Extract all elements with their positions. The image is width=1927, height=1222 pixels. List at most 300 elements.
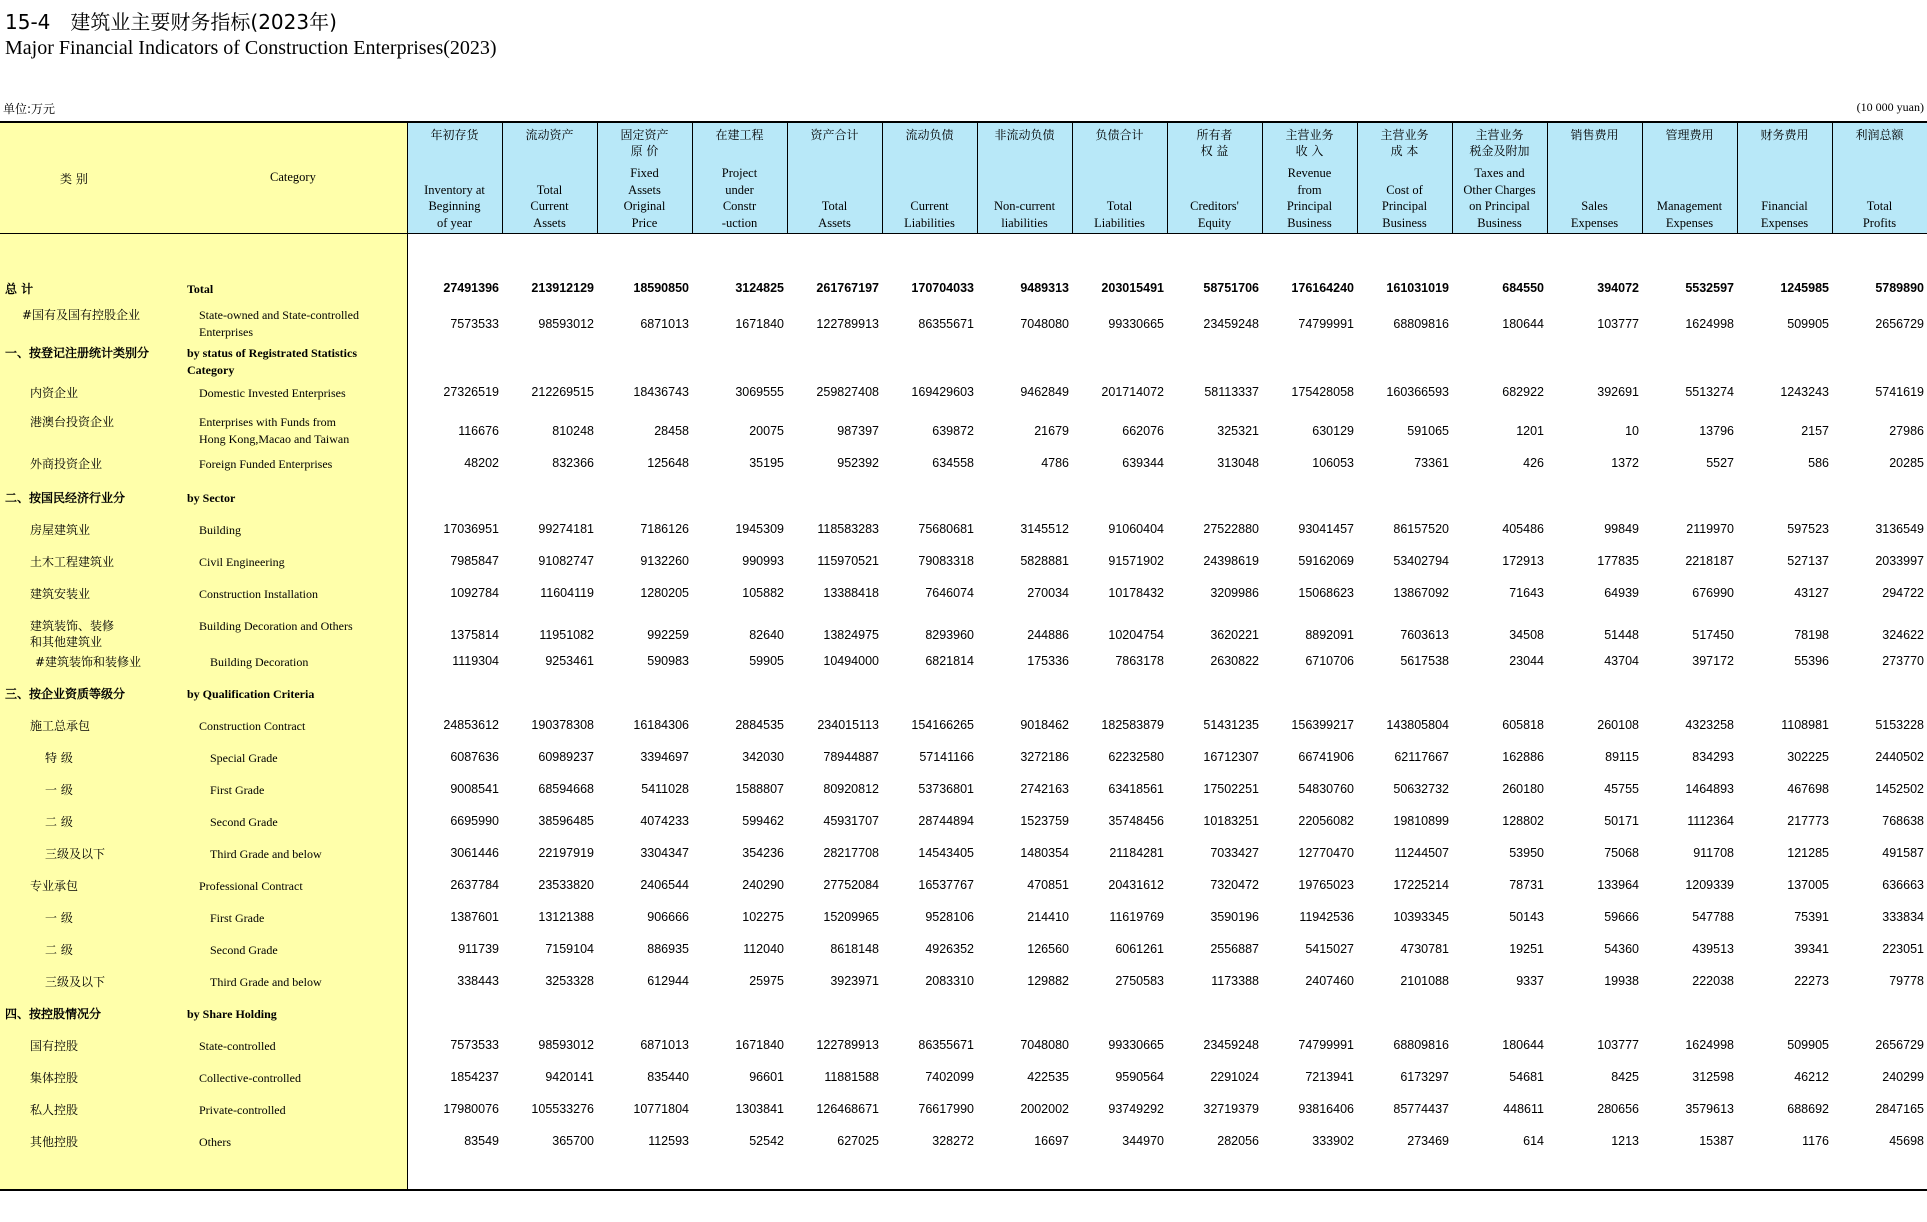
table-cell: 118583283 [817,522,879,536]
table-cell: 5532597 [1685,281,1734,295]
column-header-en: Current Liabilities [904,199,955,230]
table-cell: 6871013 [640,1038,689,1052]
table-cell: 27522880 [1203,522,1259,536]
table-cell: 16537767 [918,878,974,892]
table-cell: 99849 [1604,522,1639,536]
table-cell: 137005 [1787,878,1829,892]
table-cell: 20285 [1889,456,1924,470]
column-header-en: Management Expenses [1656,199,1723,230]
table-cell: 17980076 [443,1102,499,1116]
row-label-cn: 三、按企业资质等级分 [5,687,126,701]
table-cell: 10771804 [633,1102,689,1116]
table-cell: 79778 [1889,974,1924,988]
row-label-cn: 港澳台投资企业 [30,415,115,429]
table-cell: 214410 [1027,910,1069,924]
row-label-cn: 房屋建筑业 [30,523,91,537]
table-cell: 2101088 [1400,974,1449,988]
table-cell: 9489313 [1020,281,1069,295]
table-cell: 34508 [1509,628,1544,642]
table-cell: 9253461 [545,654,594,668]
table-cell: 273469 [1407,1134,1449,1148]
table-bottom-rule [0,1189,1927,1191]
table-cell: 169429603 [911,385,974,399]
column-header [407,123,502,233]
table-cell: 15209965 [823,910,879,924]
table-cell: 6710706 [1305,654,1354,668]
table-cell: 2291024 [1210,1070,1259,1084]
row-label-cn: 土木工程建筑业 [30,555,115,569]
row-label-cn: 专业承包 [30,879,79,893]
table-cell: 18436743 [633,385,689,399]
column-header-cn: 财务费用 [1760,128,1809,142]
column-header-cn: 资产合计 [810,128,859,142]
column-header [1072,123,1167,233]
table-cell: 6173297 [1400,1070,1449,1084]
column-header-cn: 流动资产 [525,128,574,142]
table-cell: 365700 [552,1134,594,1148]
table-cell: 82640 [749,628,784,642]
table-cell: 7048080 [1020,1038,1069,1052]
table-cell: 121285 [1787,846,1829,860]
table-cell: 78198 [1794,628,1829,642]
column-header-cn: 利润总额 [1855,128,1904,142]
table-cell: 98593012 [538,317,594,331]
table-cell: 203015491 [1101,281,1164,295]
table-cell: 9528106 [925,910,974,924]
table-cell: 4926352 [925,942,974,956]
table-cell: 10178432 [1108,586,1164,600]
table-cell: 79083318 [918,554,974,568]
table-cell: 58751706 [1203,281,1259,295]
table-cell: 19251 [1509,942,1544,956]
table-cell: 8293960 [925,628,974,642]
row-label-en: Building Decoration and Others [199,619,353,633]
table-cell: 39341 [1794,942,1829,956]
category-header-cn: 类 别 [60,172,88,186]
column-header-cn: 主营业务 成 本 [1380,128,1429,158]
table-cell: 223051 [1882,942,1924,956]
table-cell: 21679 [1034,424,1069,438]
table-cell: 11881588 [824,1070,879,1084]
table-cell: 6061261 [1115,942,1164,956]
table-cell: 45755 [1604,782,1639,796]
table-cell: 190378308 [531,718,594,732]
table-cell: 2656729 [1875,317,1924,331]
table-cell: 240290 [742,878,784,892]
table-cell: 3272186 [1020,750,1069,764]
table-cell: 122789913 [816,317,879,331]
table-cell: 1213 [1611,1134,1639,1148]
table-cell: 46212 [1794,1070,1829,1084]
table-cell: 14543405 [918,846,974,860]
column-header-en: Total Assets [818,199,851,230]
table-cell: 62232580 [1108,750,1164,764]
column-header-cn: 销售费用 [1570,128,1619,142]
column-header-en: Total Liabilities [1094,199,1145,230]
table-cell: 240299 [1882,1070,1924,1084]
table-cell: 906666 [647,910,689,924]
table-cell: 2750583 [1115,974,1164,988]
table-cell: 15387 [1699,1134,1734,1148]
table-cell: 160366593 [1386,385,1449,399]
table-cell: 636663 [1882,878,1924,892]
table-cell: 91082747 [538,554,594,568]
table-cell: 13824975 [823,628,879,642]
table-cell: 1173388 [1211,974,1259,988]
table-cell: 639872 [932,424,974,438]
table-cell: 2407460 [1305,974,1354,988]
table-cell: 25975 [749,974,784,988]
row-label-en: State-controlled [199,1039,276,1053]
column-header [1547,123,1642,233]
table-cell: 2630822 [1210,654,1259,668]
table-cell: 312598 [1692,1070,1734,1084]
column-header [1737,123,1832,233]
table-cell: 75068 [1604,846,1639,860]
table-cell: 1854237 [450,1070,499,1084]
table-cell: 13121388 [538,910,594,924]
table-cell: 282056 [1217,1134,1259,1148]
table-cell: 212269515 [531,385,594,399]
table-cell: 161031019 [1386,281,1449,295]
table-cell: 83549 [464,1134,499,1148]
table-cell: 23459248 [1203,1038,1259,1052]
table-cell: 116676 [458,424,499,438]
page-title-cn: 15-4 建筑业主要财务指标(2023年) [5,10,337,34]
table-cell: 162886 [1502,750,1544,764]
table-cell: 68594668 [538,782,594,796]
table-cell: 426 [1523,456,1544,470]
table-cell: 43704 [1604,654,1639,668]
row-label-en: by status of Registrated Statistics Category [187,346,357,377]
table-cell: 52542 [749,1134,784,1148]
table-cell: 639344 [1122,456,1164,470]
table-cell: 1280205 [640,586,689,600]
table-cell: 5411028 [641,782,689,796]
table-cell: 1523759 [1020,814,1069,828]
table-cell: 129882 [1027,974,1069,988]
table-cell: 392691 [1597,385,1639,399]
page-title-en: Major Financial Indicators of Construction Enterprises(2023) [5,37,497,59]
table-cell: 2002002 [1020,1102,1069,1116]
category-header-en: Category [270,170,316,184]
row-label-cn: #建筑装饰和装修业 [35,655,142,669]
row-label-cn: 外商投资企业 [30,457,103,471]
table-cell: 325321 [1217,424,1259,438]
column-header-en: Fixed Assets Original Price [623,166,666,230]
table-cell: 1480354 [1020,846,1069,860]
table-cell: 1209339 [1685,878,1734,892]
row-label-cn: #国有及国有控股企业 [22,308,141,322]
table-cell: 5415027 [1305,942,1354,956]
table-cell: 614 [1523,1134,1544,1148]
table-cell: 105882 [742,586,784,600]
row-label-cn: 国有控股 [30,1039,79,1053]
column-header-cn: 非流动负债 [994,128,1055,142]
table-cell: 22056082 [1298,814,1354,828]
table-cell: 1624998 [1685,317,1734,331]
table-cell: 591065 [1407,424,1449,438]
table-cell: 7985847 [450,554,499,568]
table-cell: 99330665 [1108,317,1164,331]
table-cell: 75391 [1794,910,1829,924]
table-cell: 106053 [1312,456,1354,470]
table-cell: 19810899 [1393,814,1449,828]
table-cell: 99274181 [538,522,594,536]
table-cell: 5527 [1706,456,1734,470]
table-cell: 448611 [1503,1102,1544,1116]
table-cell: 394072 [1597,281,1639,295]
column-header-cn: 负债合计 [1095,128,1144,142]
table-cell: 89115 [1605,750,1639,764]
unit-label-en: (10 000 yuan) [1856,100,1924,114]
table-cell: 74799991 [1298,317,1354,331]
table-cell: 1464893 [1685,782,1734,796]
table-cell: 9132260 [640,554,689,568]
table-cell: 509905 [1787,317,1829,331]
table-cell: 5617538 [1400,654,1449,668]
table-cell: 175428058 [1291,385,1354,399]
table-cell: 1387601 [450,910,499,924]
table-cell: 59666 [1604,910,1639,924]
table-cell: 85774437 [1393,1102,1449,1116]
table-cell: 832366 [552,456,594,470]
table-cell: 10393345 [1393,910,1449,924]
row-label-en: Total [187,282,214,296]
row-label-en: by Sector [187,491,236,505]
table-cell: 992259 [647,628,689,642]
table-cell: 328272 [932,1134,974,1148]
table-cell: 7186126 [640,522,689,536]
column-header-cn: 管理费用 [1665,128,1714,142]
row-label-en: Construction Installation [199,587,318,601]
table-cell: 112040 [743,942,784,956]
table-cell: 1671840 [735,1038,784,1052]
row-label-en: Third Grade and below [210,975,322,989]
table-cell: 68809816 [1393,1038,1449,1052]
row-label-en: Building [199,523,242,537]
table-cell: 66741906 [1298,750,1354,764]
table-cell: 176164240 [1291,281,1354,295]
table-cell: 27986 [1889,424,1924,438]
table-cell: 7573533 [450,1038,499,1052]
table-cell: 7646074 [925,586,974,600]
table-cell: 128802 [1502,814,1544,828]
table-cell: 24853612 [443,718,499,732]
table-cell: 51448 [1604,628,1639,642]
table-cell: 7213941 [1305,1070,1354,1084]
table-cell: 835440 [647,1070,689,1084]
row-label-en: Second Grade [210,815,278,829]
table-cell: 834293 [1692,750,1734,764]
table-cell: 50143 [1509,910,1544,924]
row-label-en: Civil Engineering [199,555,285,569]
table-cell: 234015113 [817,718,879,732]
table-cell: 911708 [1693,846,1734,860]
table-cell: 93041457 [1298,522,1354,536]
table-cell: 586 [1808,456,1829,470]
table-cell: 662076 [1122,424,1164,438]
table-cell: 125648 [647,456,689,470]
table-cell: 8892091 [1305,628,1354,642]
column-header [1832,123,1927,233]
table-cell: 9462849 [1020,385,1069,399]
table-cell: 93749292 [1108,1102,1164,1116]
table-cell: 261767197 [816,281,879,295]
table-cell: 213912129 [531,281,594,295]
table-cell: 62117667 [1394,750,1449,764]
table-cell: 28744894 [918,814,974,828]
column-header-cn: 主营业务 收 入 [1285,128,1334,158]
table-cell: 3209986 [1210,586,1259,600]
row-label-en: Professional Contract [199,879,303,893]
table-cell: 22273 [1794,974,1829,988]
table-cell: 768638 [1882,814,1924,828]
table-cell: 2218187 [1685,554,1734,568]
table-cell: 48202 [464,456,499,470]
table-cell: 3069555 [735,385,784,399]
table-cell: 1112364 [1687,814,1734,828]
table-cell: 54830760 [1298,782,1354,796]
row-label-cn: 其他控股 [30,1135,79,1149]
row-label-cn: 私人控股 [30,1103,79,1117]
table-cell: 11951082 [539,628,594,642]
table-cell: 3253328 [545,974,594,988]
table-cell: 5741619 [1875,385,1924,399]
table-cell: 24398619 [1203,554,1259,568]
column-header-en: Creditors' Equity [1190,199,1239,230]
table-cell: 1945309 [735,522,784,536]
table-cell: 19938 [1604,974,1639,988]
table-cell: 9008541 [450,782,499,796]
table-cell: 7048080 [1020,317,1069,331]
table-cell: 2157 [1801,424,1829,438]
table-cell: 4074233 [640,814,689,828]
row-label-en: by Qualification Criteria [187,687,315,701]
table-cell: 143805804 [1386,718,1449,732]
table-cell: 126560 [1027,942,1069,956]
table-cell: 439513 [1692,942,1734,956]
table-cell: 1245985 [1780,281,1829,295]
column-header-cn: 在建工程 [715,128,764,142]
column-header [502,123,597,233]
column-header-cn: 主营业务 税金及附加 [1469,128,1530,158]
row-label-cn: 二 级 [45,815,73,829]
table-cell: 405486 [1502,522,1544,536]
table-cell: 45931707 [823,814,879,828]
table-cell: 244886 [1027,628,1069,642]
table-cell: 54681 [1509,1070,1544,1084]
column-header-en: Total Profits [1862,199,1897,230]
table-cell: 11244507 [1394,846,1449,860]
table-cell: 333902 [1312,1134,1354,1148]
table-cell: 126468671 [816,1102,879,1116]
table-cell: 98593012 [538,1038,594,1052]
table-cell: 682922 [1502,385,1544,399]
column-header [1357,123,1452,233]
table-cell: 3579613 [1685,1102,1734,1116]
column-header-en: Taxes and Other Charges on Principal Business [1463,166,1536,230]
table-cell: 23533820 [538,878,594,892]
table-cell: 13388418 [823,586,879,600]
table-cell: 64939 [1604,586,1639,600]
table-cell: 53950 [1509,846,1544,860]
row-label-cn: 二 级 [45,943,73,957]
column-header-en: Project under Constr -uction [721,166,758,230]
table-cell: 154166265 [911,718,974,732]
table-cell: 7863178 [1115,654,1164,668]
table-cell: 280656 [1597,1102,1639,1116]
column-header [597,123,692,233]
table-cell: 91060404 [1108,522,1164,536]
table-cell: 23459248 [1203,317,1259,331]
table-cell: 260108 [1597,718,1639,732]
table-cell: 13867092 [1393,586,1449,600]
table-cell: 886935 [647,942,689,956]
table-cell: 32719379 [1203,1102,1259,1116]
table-cell: 73361 [1414,456,1449,470]
table-cell: 2847165 [1875,1102,1924,1116]
table-cell: 333834 [1882,910,1924,924]
table-cell: 2556887 [1210,942,1259,956]
table-cell: 51431235 [1203,718,1259,732]
table-cell: 612944 [647,974,689,988]
table-cell: 28458 [654,424,689,438]
table-cell: 103777 [1597,317,1639,331]
table-cell: 302225 [1787,750,1829,764]
table-cell: 599462 [742,814,784,828]
table-cell: 3923971 [830,974,879,988]
table-cell: 71643 [1509,586,1544,600]
table-cell: 60989237 [538,750,594,764]
table-cell: 810248 [552,424,594,438]
table-cell: 58113337 [1204,385,1259,399]
row-label-en: Construction Contract [199,719,306,733]
table-cell: 354236 [742,846,784,860]
table-cell: 605818 [1502,718,1544,732]
table-cell: 1119304 [452,654,499,668]
table-cell: 17225214 [1393,878,1449,892]
table-cell: 16697 [1034,1134,1069,1148]
table-cell: 27326519 [443,385,499,399]
table-cell: 23044 [1509,654,1544,668]
table-cell: 45698 [1889,1134,1924,1148]
table-cell: 35195 [749,456,784,470]
table-cell: 2033997 [1875,554,1924,568]
table-cell: 27491396 [443,281,499,295]
row-label-en: Building Decoration [210,655,309,669]
row-label-cn: 施工总承包 [30,719,91,733]
table-cell: 105533276 [531,1102,594,1116]
table-cell: 5828881 [1020,554,1069,568]
table-cell: 182583879 [1101,718,1164,732]
table-cell: 102275 [742,910,784,924]
table-cell: 75680681 [918,522,974,536]
row-label-cn: 特 级 [45,751,73,765]
row-label-cn: 内资企业 [30,386,79,400]
table-cell: 76617990 [918,1102,974,1116]
table-cell: 115970521 [817,554,879,568]
table-cell: 86157520 [1393,522,1449,536]
row-label-cn: 三级及以下 [45,975,106,989]
table-cell: 6871013 [640,317,689,331]
table-cell: 470851 [1027,878,1069,892]
table-cell: 3394697 [640,750,689,764]
table-cell: 59162069 [1298,554,1354,568]
table-cell: 78944887 [823,750,879,764]
table-cell: 20075 [749,424,784,438]
row-label-en: by Share Holding [187,1007,277,1021]
